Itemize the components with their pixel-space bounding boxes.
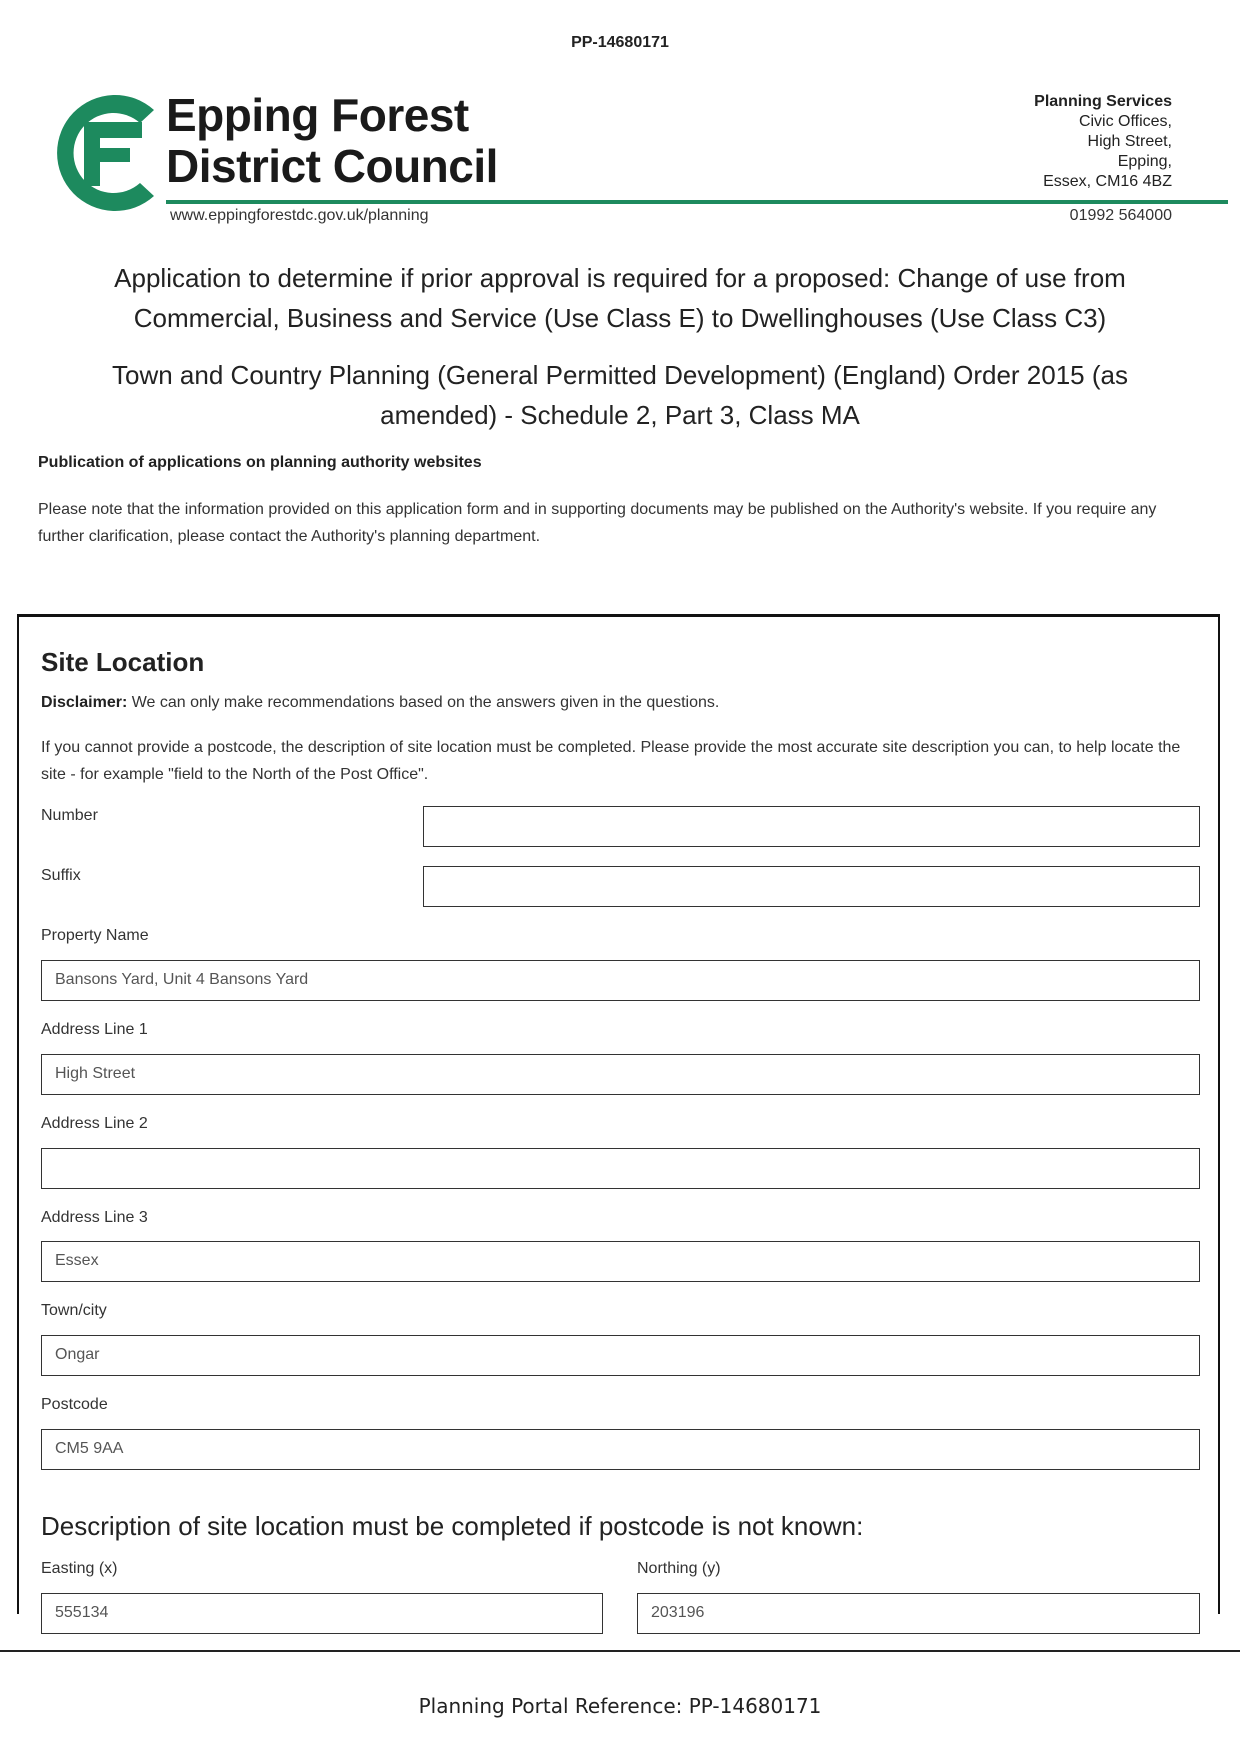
application-order: Town and Country Planning (General Permitted Development) (England) Order 2015 (as amended) - Schedule 2, Part 3, Class MA — [112, 360, 1128, 430]
easting-label: Easting (x) — [41, 1560, 118, 1577]
council-name — [166, 90, 498, 192]
site-location-section — [17, 614, 1220, 1621]
council-header — [56, 88, 1172, 236]
disclaimer — [41, 694, 719, 712]
council-url: www.eppingforestdc.gov.uk/planning — [170, 207, 429, 224]
description-heading: Description of site location must be completed if postcode is not known: — [41, 1511, 864, 1541]
page-divider — [0, 1650, 1240, 1652]
address-line: Epping, — [1117, 153, 1172, 170]
suffix-label: Suffix — [41, 867, 81, 884]
council-name-line1: Epping Forest — [166, 89, 469, 141]
address-line: Essex, CM16 4BZ — [1043, 173, 1172, 190]
publication-note: Please note that the information provided on this application form and in supporting documents may be published on the Authority's website. If you require any further clarification, please contact the Authority's planning department. — [38, 501, 1157, 545]
phone-number: 01992 564000 — [1069, 207, 1172, 224]
footer-reference: Planning Portal Reference: PP-14680171 — [418, 1694, 822, 1718]
address-line-1-label: Address Line 1 — [41, 1021, 148, 1038]
publication-heading: Publication of applications on planning authority websites — [38, 454, 482, 471]
reference-number: PP-14680171 — [571, 34, 669, 51]
address-line: Civic Offices, — [1078, 113, 1172, 130]
section-title: Site Location — [41, 647, 205, 677]
number-label: Number — [41, 807, 98, 824]
council-name-line2: District Council — [166, 140, 498, 192]
council-logo-icon — [56, 90, 160, 216]
address-line-1-field[interactable]: High Street — [41, 1054, 1200, 1095]
number-field[interactable] — [423, 806, 1200, 847]
disclaimer-text: We can only make recommendations based on the answers given in the questions. — [127, 694, 720, 711]
disclaimer-label: Disclaimer: — [41, 694, 128, 711]
town-city-label: Town/city — [41, 1302, 107, 1319]
northing-label: Northing (y) — [637, 1560, 721, 1577]
postcode-field[interactable]: CM5 9AA — [41, 1429, 1200, 1470]
address-line-3-field[interactable]: Essex — [41, 1241, 1200, 1282]
header-rule — [166, 200, 1228, 204]
suffix-field[interactable] — [423, 866, 1200, 907]
northing-field[interactable]: 203196 — [637, 1593, 1200, 1634]
contact-address — [1034, 92, 1172, 192]
address-line-3-label: Address Line 3 — [41, 1209, 148, 1226]
easting-field[interactable]: 555134 — [41, 1593, 603, 1634]
address-line-2-label: Address Line 2 — [41, 1115, 148, 1132]
address-line-2-field[interactable] — [41, 1148, 1200, 1189]
property-name-field[interactable]: Bansons Yard, Unit 4 Bansons Yard — [41, 960, 1200, 1001]
application-title: Application to determine if prior approval is required for a proposed: Change of use from Commercial, Business and Service (Use Class E) to Dwellinghouses (Use Class C3) — [114, 263, 1126, 333]
guidance-text: If you cannot provide a postcode, the description of site location must be completed. Please provide the most accurate site description you can, to help locate the site - for example "field to the North of the Post Office". — [41, 739, 1181, 783]
postcode-label: Postcode — [41, 1396, 108, 1413]
property-name-label: Property Name — [41, 927, 149, 944]
department-name: Planning Services — [1034, 93, 1172, 110]
address-line: High Street, — [1087, 133, 1172, 150]
town-city-field[interactable]: Ongar — [41, 1335, 1200, 1376]
